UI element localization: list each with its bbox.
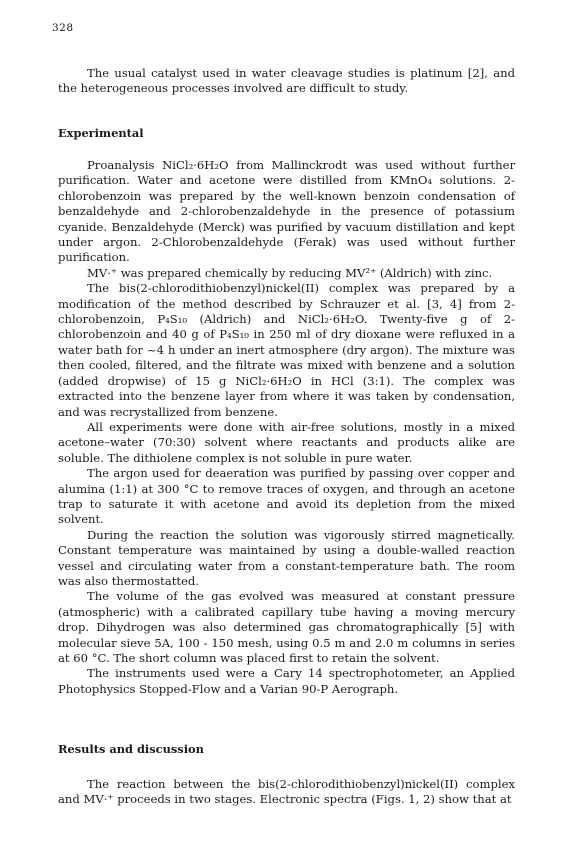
paragraph-results: The reaction between the bis(2-chlorodithiobenzyl)nickel(II) complex and MV·⁺ proceeds in two stages. Electronic spectra (Figs. 1, 2) show that at: [58, 777, 515, 807]
experimental-section: [58, 158, 515, 697]
paragraph-mv-preparation: MV·⁺ was prepared chemically by reducing MV²⁺ (Aldrich) with zinc.: [87, 265, 493, 280]
paragraph-stirring: During the reaction the solution was vigorously stirred magnetically. Constant temperature was maintained by using a double-walled reaction vessel and circulating water from a constant-temperature bath. The room was also thermostatted.: [58, 527, 515, 588]
paragraph-argon: The argon used for deaeration was purified by passing over copper and alumina (1:1) at 300 °C to remove traces of oxygen, and through an acetone trap to saturate it with acetone and avoid its depletion from the mixed solvent.: [58, 466, 515, 527]
intro-paragraph: The usual catalyst used in water cleavage studies is platinum [2], and the heterogeneous processes involved are difficult to study.: [58, 66, 515, 96]
paragraph-gas-volume: The volume of the gas evolved was measured at constant pressure (atmospheric) with a calibrated capillary tube having a moving mercury drop. Dihydrogen was also determined gas chromatographically [5] with molecular sieve 5A, 100 - 150 mesh, using 0.5 m and 2.0 m columns in series at 60 °C. The short column was placed first to retain the solvent.: [58, 589, 515, 665]
paragraph-solutions: All experiments were done with air-free solutions, mostly in a mixed acetone–water (70:30) solvent where reactants and products alike are soluble. The dithiolene complex is not soluble in pure water.: [58, 419, 515, 465]
results-heading: Results and discussion: [58, 742, 204, 756]
intro-section: [58, 66, 515, 97]
results-section: [58, 777, 515, 808]
paragraph-instruments: The instruments used were a Cary 14 spectrophotometer, an Applied Photophysics Stopped-Flow and a Varian 90-P Aerograph.: [58, 666, 515, 696]
paragraph-complex-preparation: The bis(2-chlorodithiobenzyl)nickel(II) complex was prepared by a modification of the method described by Schrauzer et al. [3, 4] from 2-chlorobenzoin, P₄S₁₀ (Aldrich) and NiCl₂·6H₂O. Twenty-five g of 2-chlorobenzoin and 40 g of P₄S₁₀ in 250 ml of dry dioxane were refluxed in a water bath for ~4 h under an inert atmosphere (dry argon). The mixture was then cooled, filtered, and the filtrate was mixed with benzene and a solution (added dropwise) of 15 g NiCl₂·6H₂O in HCl (3:1). The complex was extracted into the benzene layer from where it was taken by condensation, and was recrystallized from benzene.: [58, 281, 515, 419]
paragraph-materials: Proanalysis NiCl₂·6H₂O from Mallinckrodt was used without further purification. Water and acetone were distilled from KMnO₄ solutions. 2-chlorobenzoin was prepared by the well-known benzoin condensation of benzaldehyde and 2-chlorobenzaldehyde in the presence of potassium cyanide. Benzaldehyde (Merck) was purified by vacuum distillation and kept under argon. 2-Chlorobenzaldehyde (Ferak) was used without further purification.: [58, 158, 515, 265]
page-number: 328: [52, 22, 74, 34]
experimental-heading: Experimental: [58, 126, 144, 140]
